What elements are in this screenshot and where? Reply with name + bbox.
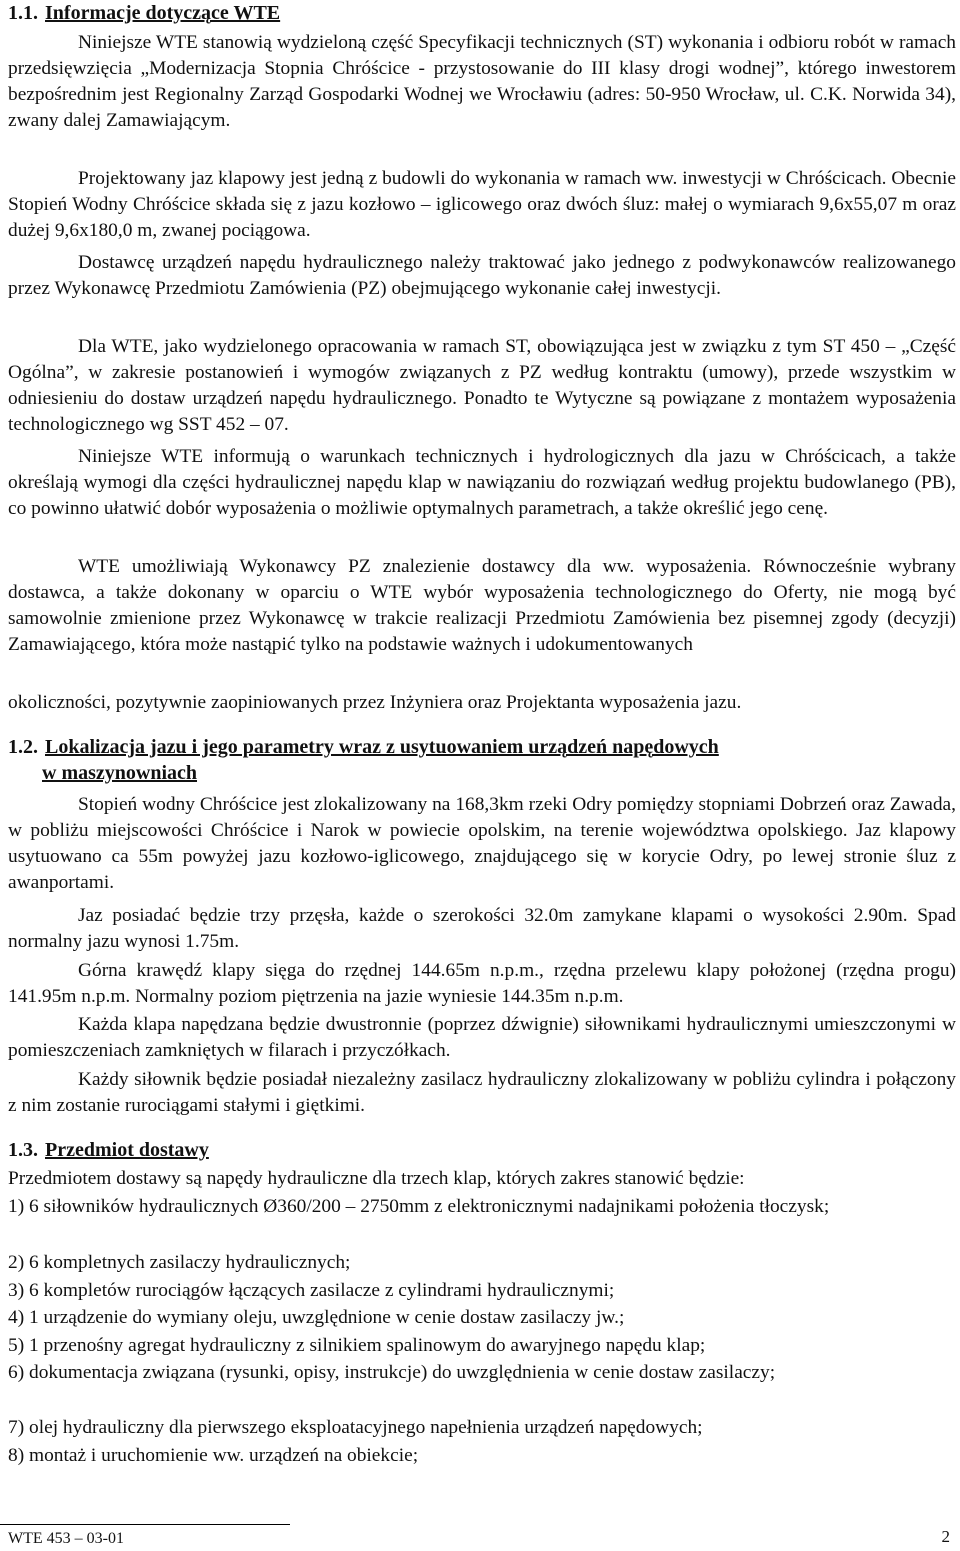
paragraph: Dla WTE, jako wydzielonego opracowania w ramach ST, obowiązująca jest w związku z tym ST 450 – „Część Ogólna”, w zakresie postanowień i wymogów związanych z PZ według kontraktu (umowy), przede wszystkim w odniesieniu do dostaw urządzeń napędu hydraulicznego. Ponadto te Wytyczne są powiązane z montażem wyposażenia technologicznego wg SST 452 – 07. — [8, 336, 956, 435]
list-item: 4) 1 urządzenie do wymiany oleju, uwzględnione w cenie dostaw zasilaczy jw.; — [8, 1307, 625, 1328]
paragraph: Dostawcę urządzeń napędu hydraulicznego należy traktować jako jednego z podwykonawców realizowanego przez Wykonawcę Przedmiotu Zamówienia (PZ) obejmującego wykonanie całej inwestycji. — [8, 252, 956, 299]
section-title: Informacje dotyczące WTE — [45, 2, 281, 24]
section-heading-1-2 — [8, 734, 719, 784]
footer-divider — [0, 1524, 290, 1525]
section-title-continuation: w maszynowniach — [42, 762, 198, 784]
list-item: 2) 6 kompletnych zasilaczy hydraulicznych; — [8, 1252, 351, 1273]
paragraph: Każdy siłownik będzie posiadał niezależny zasilacz hydrauliczny zlokalizowany w pobliżu cylindra i połączony z nim zostanie rurociągami stałymi i giętkimi. — [8, 1069, 956, 1116]
list-item: 8) montaż i uruchomienie ww. urządzeń na obiekcie; — [8, 1445, 419, 1466]
section-heading-1-1 — [8, 0, 280, 26]
section-title: Przedmiot dostawy — [45, 1139, 209, 1161]
paragraph: WTE umożliwiają Wykonawcy PZ znalezienie dostawcy dla ww. wyposażenia. Równocześnie wybrany dostawca, a także dokonany w oparciu o WTE wybór wyposażenia technologicznego do Oferty, nie mogą być samowolnie zmienione przez Wykonawcę w trakcie realizacji Przedmiotu Zamówienia bez pisemnej zgody (decyzji) Zamawiającego, która może nastąpić tylko na podstawie ważnych i udokumentowanych — [8, 556, 956, 655]
paragraph: Jaz posiadać będzie trzy przęsła, każde o szerokości 32.0m zamykane klapami o wysokości 2.90m. Spad normalny jazu wynosi 1.75m. — [8, 905, 956, 952]
list-item: 5) 1 przenośny agregat hydrauliczny z silnikiem spalinowym do awaryjnego napędu klap; — [8, 1335, 706, 1356]
paragraph: okoliczności, pozytywnie zaopiniowanych przez Inżyniera oraz Projektanta wyposażenia jazu. — [8, 692, 742, 713]
page-number: 2 — [941, 1527, 950, 1546]
paragraph: Projektowany jaz klapowy jest jedną z budowli do wykonania w ramach ww. inwestycji w Chróścicach. Obecnie Stopień Wodny Chróścice składa się z jazu kozłowo – iglicowego oraz dwóch śluz: małej o wymiarach 9,6x55,07 m oraz dużej 9,6x180,0 m, zwanej pociągowa. — [8, 168, 956, 241]
footer-document-code: WTE 453 – 03-01 — [8, 1530, 124, 1547]
section-heading-1-3 — [8, 1137, 209, 1163]
list-item: 7) olej hydrauliczny dla pierwszego eksploatacyjnego napełnienia urządzeń napędowych; — [8, 1417, 703, 1438]
paragraph: Niniejsze WTE informują o warunkach technicznych i hydrologicznych dla jazu w Chróścicach, a także określają wymogi dla części hydraulicznej napędu klap w nawiązaniu do rozwiązań według projektu budowlanego (PB), co powinno ułatwić dobór wyposażenia o możliwie optymalnych parametrach, a także określić jego cenę. — [8, 446, 956, 519]
paragraph: Każda klapa napędzana będzie dwustronnie (poprzez dźwignie) siłownikami hydraulicznymi umieszczonymi w pomieszczeniach zamkniętych w filarach i przyczółkach. — [8, 1014, 956, 1061]
paragraph: Górna krawędź klapy sięga do rzędnej 144.65m n.p.m., rzędna przelewu klapy położonej (rzędna progu) 141.95m n.p.m. Normalny poziom piętrzenia na jazie wyniesie 144.35m n.p.m. — [8, 960, 956, 1007]
section-number: 1.3. — [8, 1139, 38, 1161]
section-number: 1.1. — [8, 2, 38, 24]
section-title: Lokalizacja jazu i jego parametry wraz z usytuowaniem urządzeń napędowych — [45, 736, 719, 758]
list-item: 6) dokumentacja związana (rysunki, opisy, instrukcje) do uwzględnienia w cenie dostaw zasilaczy; — [8, 1362, 776, 1383]
paragraph: Niniejsze WTE stanowią wydzieloną część Specyfikacji technicznych (ST) wykonania i odbioru robót w ramach przedsięwzięcia „Modernizacja Stopnia Chróścice - przystosowanie do III klasy drogi wodnej”, którego inwestorem bezpośrednim jest Regionalny Zarząd Gospodarki Wodnej we Wrocławiu (adres: 50-950 Wrocław, ul. C.K. Norwida 34), zwany dalej Zamawiającym. — [8, 32, 956, 131]
list-item: 3) 6 kompletów rurociągów łączących zasilacze z cylindrami hydraulicznymi; — [8, 1280, 615, 1301]
list-item: 1) 6 siłowników hydraulicznych Ø360/200 – 2750mm z elektronicznymi nadajnikami położenia tłoczysk; — [8, 1196, 830, 1217]
section-number: 1.2. — [8, 736, 38, 758]
paragraph: Stopień wodny Chróścice jest zlokalizowany na 168,3km rzeki Odry pomiędzy stopniami Dobrzeń oraz Zawada, w pobliżu miejscowości Chróścice i Narok w powiecie opolskim, na terenie województwa opolskiego. Jaz klapowy usytuowano ca 55m powyżej jazu kozłowo-iglicowego, znajdującego się w korycie Odry, po lewej stronie śluz z awanportami. — [8, 794, 956, 893]
list-intro: Przedmiotem dostawy są napędy hydrauliczne dla trzech klap, których zakres stanowić będzie: — [8, 1168, 745, 1189]
